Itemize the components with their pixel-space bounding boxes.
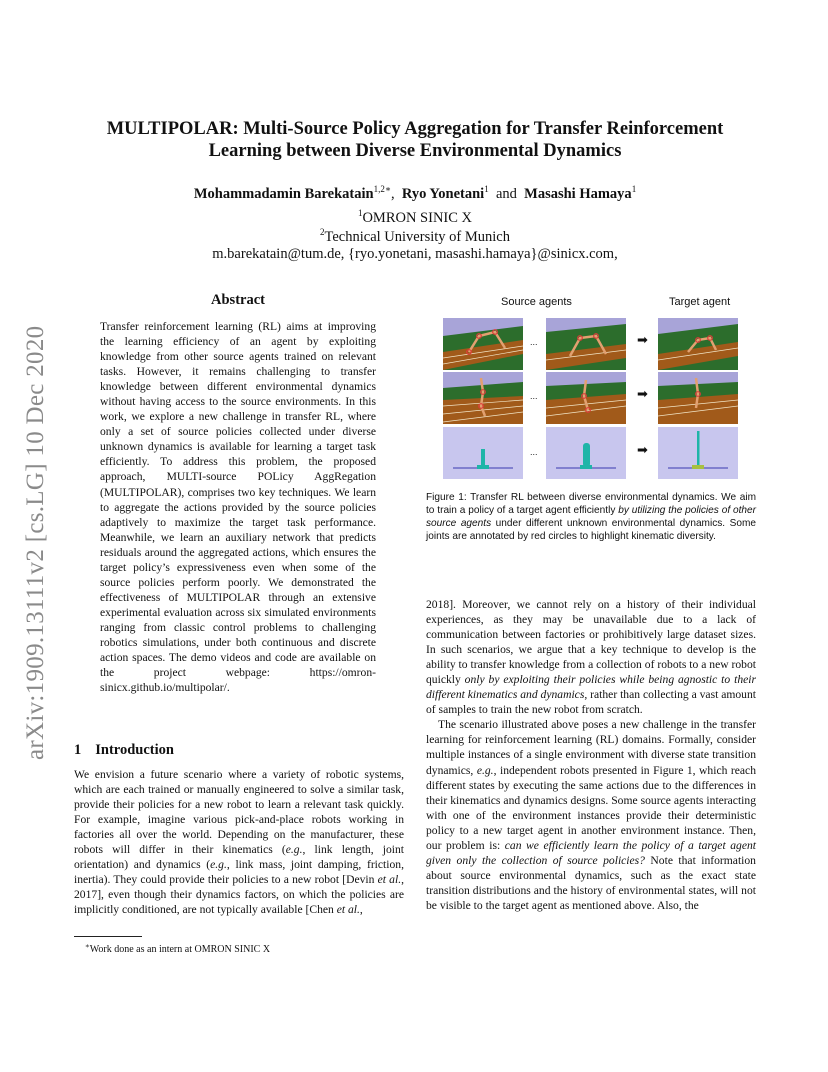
figure-panel-target-row-3 bbox=[658, 427, 738, 479]
figure-panel-source-2-row-3 bbox=[546, 427, 626, 479]
introduction-paragraph: We envision a future scenario where a variety of robotic systems, which are each trained or manually engineered to solve a similar task, provide their policies for a new robot to learn a relevant task quickly. For example, imagine various pick-and-place robots working in factories all over the world. Depending on the manufacturer, these robots will differ in their kinematics (e.g., link length, joint orientation) and dynamics (e.g., link mass, joint damping, friction, inertia). They could provide their policies to a new robot [Devin et al., 2017], even though their dynamics factors, on which the policies are implicitly conditioned, are not typically available [Chen et al., bbox=[74, 768, 405, 917]
paragraph: The scenario illustrated above poses a new challenge in the transfer learning for reinforcement learning (RL) domains. Formally, consider multiple instances of a single environment with diverse state transition dynamics, e.g., independent robots presented in Figure 1, which reach different states by executing the same actions due to the differences in their kinematics and dynamics designs. Some source agents interacting with one of the environment instances provide their deterministic policy to a new target agent in another environment instance. Then, our problem is: can we efficiently learn the policy of a target agent given only the collection of source policies? Note that information about source environmental dynamics, such as the exact state transition distributions and the history of environmental states, will not be visible to the target agent as mentioned above. Also, the bbox=[426, 718, 756, 912]
affil-2-marker: 2 bbox=[320, 227, 325, 237]
affil-1-marker: 1 bbox=[357, 208, 363, 218]
author-barekatain: Mohammadamin Barekatain bbox=[193, 186, 374, 202]
figure-panel-target-row-2 bbox=[658, 372, 738, 424]
figure-panel-source-2-row-2 bbox=[546, 372, 626, 424]
footnote-marker: ∗ bbox=[85, 942, 90, 950]
paper-title bbox=[70, 118, 760, 162]
section-heading-introduction bbox=[74, 742, 188, 759]
figure-panel-source-1-row-2 bbox=[443, 372, 523, 424]
figure-label-source-agents: Source agents bbox=[501, 296, 572, 308]
section-title: Introduction bbox=[95, 742, 174, 758]
figure-ellipsis-row-1: ... bbox=[530, 337, 538, 347]
figure-caption: Figure 1: Transfer RL between diverse environmental dynamics. We aim to train a policy of a target agent efficiently by utilizing the policies of other source agents under different unknown environmental dynamics. Some joints are annotated by red circles to highlight kinematic diversity. bbox=[426, 492, 756, 542]
arrow-icon: ➡ bbox=[637, 387, 648, 402]
title-line-1: MULTIPOLAR: Multi-Source Policy Aggregation for Transfer Reinforcement bbox=[106, 119, 724, 139]
figure-panel-source-1-row-1 bbox=[443, 318, 523, 370]
abstract-body: Transfer reinforcement learning (RL) aims at improving the learning efficiency of an agent by exploiting knowledge from other source agents trained on relevant tasks. However, it remains challenging to transfer knowledge between different environmental dynamics without having access to the source environments. In this work, we explore a new challenge in transfer RL, where only a set of source policies collected under diverse unknown dynamics is available for learning a target task efficiently. To address this problem, the proposed approach, MULTI-source POLicy AggRegation (MULTIPOLAR), comprises two key techniques. We learn to aggregate the actions provided by the source policies adaptively to maximize the target task performance. Meanwhile, we learn an auxiliary network that predicts residuals around the aggregated actions, which ensures the target policy’s expressiveness even when some of the source policies perform poorly. We demonstrated the effectiveness of MULTIPOLAR through an extensive experimental evaluation across six simulated environments ranging from classic control problems to challenging robotics simulations, under both continuous and discrete action spaces. The demo videos and code are available on the project webpage: https://omron-sinicx.github.io/multipolar/. bbox=[100, 320, 376, 695]
arrow-icon: ➡ bbox=[637, 333, 648, 348]
author-conjunction: and bbox=[495, 186, 517, 202]
footnote bbox=[85, 940, 270, 956]
arrow-icon: ➡ bbox=[637, 443, 648, 458]
affil-1-name: OMRON SINIC X bbox=[362, 210, 473, 226]
title-line-2: Learning between Diverse Environmental Dynamics bbox=[208, 141, 622, 161]
affil-2-name: Technical University of Munich bbox=[324, 229, 510, 245]
section-number: 1 bbox=[74, 742, 82, 758]
arxiv-identifier: arXiv:1909.13111v2 [cs.LG] 10 Dec 2020 bbox=[22, 325, 49, 760]
figure-panel-source-1-row-3 bbox=[443, 427, 523, 479]
figure-panel-target-row-1 bbox=[658, 318, 738, 370]
figure-label-target-agent: Target agent bbox=[669, 296, 731, 308]
author-emails: m.barekatain@tum.de, {ryo.yonetani, masashi.hamaya}@sinicx.com, bbox=[212, 246, 618, 262]
footnote-rule bbox=[74, 936, 142, 937]
author-list: Mohammadamin Barekatain$^{1,2∗}$, Ryo Yonetani$^1$ and Masashi Hamaya$^1$ bbox=[193, 184, 637, 202]
author-hamaya: Masashi Hamaya bbox=[524, 186, 632, 202]
author-1-affil-marker: 1,2∗ bbox=[373, 184, 391, 194]
footnote-text: Work done as an intern at OMRON SINIC X bbox=[89, 944, 271, 955]
right-column-text bbox=[426, 597, 756, 913]
abstract-heading: Abstract bbox=[211, 292, 265, 308]
author-3-affil-marker: 1 bbox=[631, 184, 637, 194]
figure-ellipsis-row-2: ... bbox=[530, 391, 538, 401]
paragraph: 2018]. Moreover, we cannot rely on a history of their individual experiences, as they may be unavailable due to a lack of communication between factories or prohibitively large dataset sizes. In such scenarios, we argue that a key technique to develop is the ability to transfer knowledge from a collection of robots to a new robot quickly only by exploiting their policies while being agnostic to their different kinematics and dynamics, rather than collecting a vast amount of samples to train the new robot from scratch. bbox=[426, 598, 756, 717]
figure-ellipsis-row-3: ... bbox=[530, 447, 538, 457]
affiliation-2 bbox=[70, 223, 760, 246]
author-yonetani: Ryo Yonetani bbox=[401, 186, 485, 202]
figure-panel-source-2-row-1 bbox=[546, 318, 626, 370]
author-2-affil-marker: 1 bbox=[484, 184, 489, 194]
